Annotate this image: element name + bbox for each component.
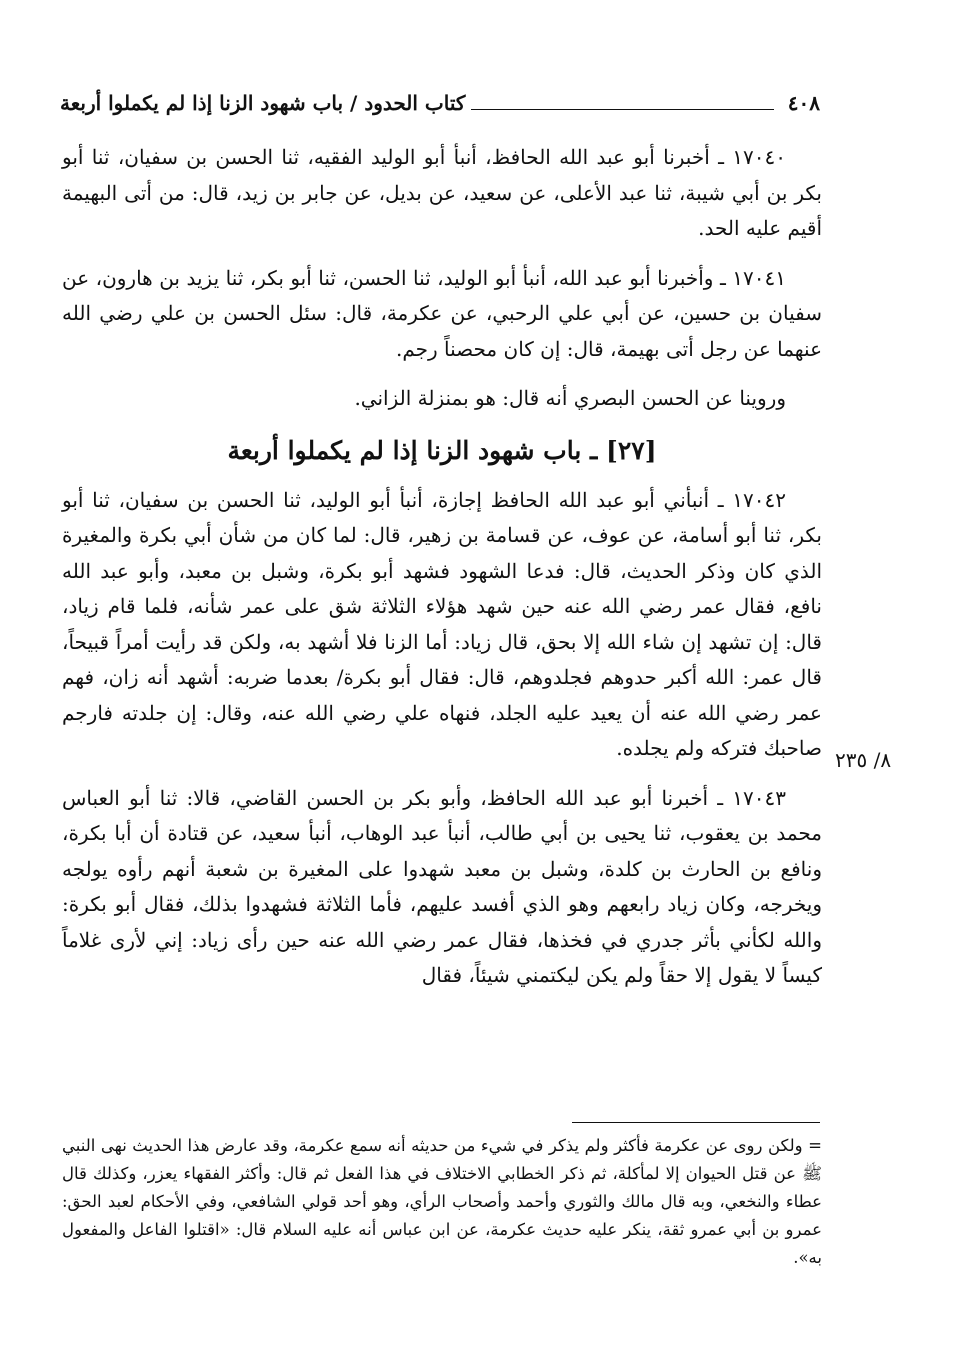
hadith-17041-text: ١٧٠٤١ ـ وأخبرنا أبو عبد الله، أنبأ أبو الوليد، ثنا الحسن، ثنا أبو بكر، ثنا يزيد بن هارون، عن سفيان بن حسين، عن أبي علي الرحبي، عن عكرمة، قال: سئل الحسن بن علي رضي الله عنهما عن رجل أتى بهيمة، قال: إن كان محصناً رجم. bbox=[62, 265, 822, 361]
hadith-17042 bbox=[62, 483, 822, 767]
page-header bbox=[60, 86, 820, 120]
section-title: [٢٧] ـ باب شهود الزنا إذا لم يكملوا أربعة bbox=[227, 435, 657, 465]
footnote: = ولكن روى عن عكرمة فأكثر ولم يذكر في شيء من حديثه أنه سمع عكرمة، وقد عارض هذا الحديث نهى النبي ﷺ عن قتل الحيوان إلا لمأكلة، ثم ذكر الخطابي الاختلاف في هذا الفعل ثم قال: وأكثر الفقهاء يعزر، وكذلك قال عطاء والنخعي، وبه قال مالك والثوري وأحمد وأصحاب الرأي، وهو أحد قولي الشافعي، وفي الأحكام لعبد الحق: عمرو بن أبي عمرو ثقة، ينكر عليه حديث عكرمة، عن ابن عباس أنه عليه السلام قال: «اقتلوا الفاعل والمفعول به». bbox=[62, 1136, 822, 1267]
main-text bbox=[62, 140, 822, 1008]
hasan-basri-note bbox=[62, 381, 822, 417]
margin-volume-page-note: ٨/ ٢٣٥ bbox=[835, 748, 892, 772]
footnote-rule bbox=[572, 1122, 820, 1123]
hadith-17042-text: ١٧٠٤٢ ـ أنبأني أبو عبد الله الحافظ إجازة، أنبأ أبو الوليد، ثنا الحسن بن سفيان، ثنا أبو بكر، ثنا أبو أسامة، عن عوف، عن قسامة بن زهير، قال: لما كان من شأن أبي بكرة والمغيرة الذي كان وذكر الحديث، قال: فدعا الشهود فشهد أبو بكرة، وشبل بن معبد، وأبو عبد الله نافع، فقال عمر رضي الله عنه حين شهد هؤلاء الثلاثة شق على عمر شأنه، فلما قام زياد، قال: إن تشهد إن شاء الله إلا بحق، قال زياد: أما الزنا فلا أشهد به، ولكن قد رأيت أمراً قبيحاً، قال عمر: الله أكبر حدوهم فجلدوهم، قال: فقال أبو بكرة/ بعدما ضربه: أشهد أنه زان، فهم عمر رضي الله عنه أن يعيد عليه الجلد، فنهاه علي رضي الله عنه، وقال: إن جلدته فارجم صاحبك فتركه ولم يجلده. bbox=[62, 487, 822, 760]
hadith-17040-text: ١٧٠٤٠ ـ أخبرنا أبو عبد الله الحافظ، أنبأ أبو الوليد الفقيه، ثنا الحسن بن سفيان، ثنا أبو بكر بن أبي شيبة، ثنا عبد الأعلى، عن سعيد، عن بديل، عن جابر بن زيد، قال: من أتى البهيمة أقيم عليه الحد. bbox=[62, 145, 822, 240]
header-rule bbox=[471, 97, 773, 110]
hadith-17043 bbox=[62, 781, 822, 994]
page-number: ٤٠٨ bbox=[787, 91, 820, 115]
hadith-17043-text: ١٧٠٤٣ ـ أخبرنا أبو عبد الله الحافظ، وأبو بكر بن الحسن القاضي، قالا: ثنا أبو العباس محمد بن يعقوب، ثنا يحيى بن أبي طالب، أنبأ عبد الوهاب، أنبأ سعيد، عن قتادة أن أبا بكرة، ونافع بن الحارث بن كلدة، وشبل بن معبد شهدوا على المغيرة بن شعبة أنهم رأوه يولجه ويخرجه، وكان زياد رابعهم وهو الذي أفسد عليهم، فأما الثلاثة فشهدوا بذلك، فقال أبو بكرة: والله لكأني بأثر جدري في فخذها، فقال عمر رضي الله عنه حين رأى زياد: إني لأرى غلاماً كيساً لا يقول إلا حقاً ولم يكن ليكتمني شيئاً، فقال bbox=[62, 785, 822, 987]
running-title: كتاب الحدود / باب شهود الزنا إذا لم يكملوا أربعة bbox=[60, 91, 466, 115]
hadith-17040 bbox=[62, 140, 822, 247]
hadith-17041 bbox=[62, 261, 822, 368]
hasan-basri-note-text: وروينا عن الحسن البصري أنه قال: هو بمنزلة الزاني. bbox=[354, 386, 786, 410]
